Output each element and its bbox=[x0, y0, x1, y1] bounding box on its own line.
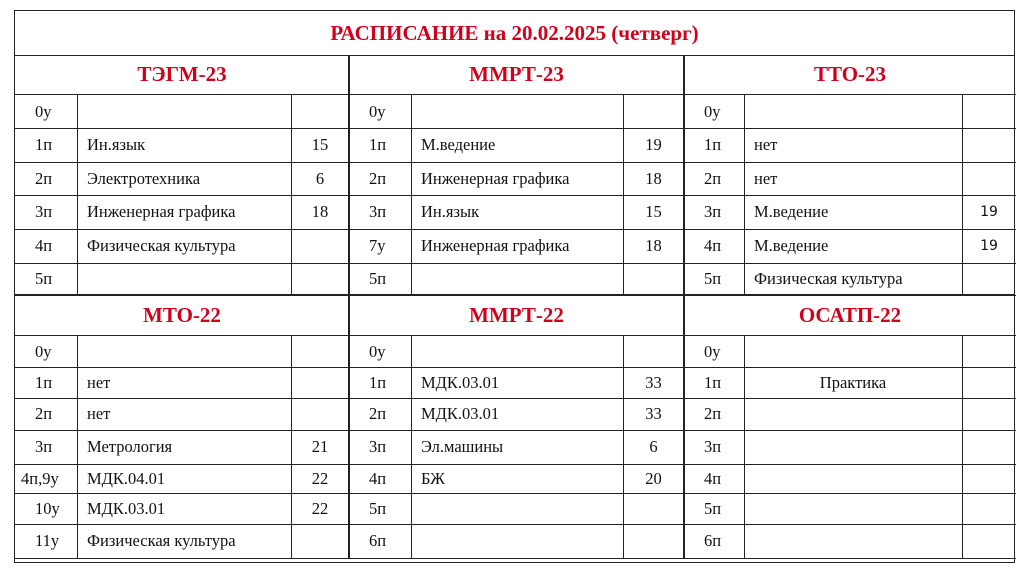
lesson-subject bbox=[411, 493, 623, 524]
lesson-subject: МДК.04.01 bbox=[87, 468, 166, 488]
column-divider bbox=[744, 336, 745, 558]
lesson-subject: нет bbox=[87, 372, 111, 392]
lesson-slot: 4п bbox=[35, 236, 53, 255]
lesson-slot: 1п bbox=[704, 135, 722, 154]
lesson-room bbox=[962, 464, 1016, 493]
lesson-slot: 11у bbox=[35, 531, 60, 550]
lesson-room: 18 bbox=[645, 168, 662, 188]
lesson-room: 19 bbox=[980, 204, 998, 220]
lesson-subject: МДК.03.01 bbox=[87, 498, 166, 518]
lesson-room bbox=[962, 430, 1016, 464]
lesson-slot: 5п bbox=[35, 269, 53, 288]
lesson-room bbox=[291, 524, 349, 558]
lesson-room bbox=[962, 524, 1016, 558]
lesson-room bbox=[962, 95, 1016, 128]
lesson-room: 33 bbox=[645, 404, 662, 423]
lesson-subject: Физическая культура bbox=[87, 531, 236, 550]
lesson-room: 18 bbox=[645, 236, 662, 255]
lesson-subject: нет bbox=[87, 404, 111, 423]
lesson-subject bbox=[744, 464, 962, 493]
lesson-room: 6 bbox=[649, 437, 658, 456]
lesson-subject: Практика bbox=[819, 372, 887, 392]
row-divider bbox=[684, 558, 1016, 559]
column-divider bbox=[962, 336, 963, 558]
lesson-slot: 3п bbox=[35, 437, 53, 456]
group-header: ММРТ-22 bbox=[349, 295, 684, 336]
row-divider bbox=[15, 558, 349, 559]
lesson-subject bbox=[411, 95, 623, 128]
lesson-slot: 7у bbox=[369, 236, 386, 255]
lesson-subject: Электротехника bbox=[87, 168, 201, 188]
lesson-slot: 3п bbox=[35, 202, 53, 221]
lesson-subject: БЖ bbox=[421, 468, 445, 488]
lesson-subject: Инженерная графика bbox=[421, 236, 570, 255]
lesson-room bbox=[623, 524, 684, 558]
lesson-room bbox=[962, 493, 1016, 524]
column-divider bbox=[291, 336, 292, 558]
lesson-slot: 3п bbox=[704, 202, 722, 221]
lesson-slot: 4п bbox=[704, 468, 722, 488]
column-divider bbox=[411, 336, 412, 558]
group-header: ОСАТП-22 bbox=[684, 295, 1016, 336]
lesson-subject bbox=[744, 336, 962, 367]
lesson-room: 20 bbox=[645, 468, 662, 488]
lesson-slot: 5п bbox=[704, 498, 722, 518]
row-divider bbox=[349, 558, 684, 559]
lesson-subject bbox=[744, 524, 962, 558]
lesson-room: 19 bbox=[645, 135, 662, 154]
lesson-slot: 4п bbox=[369, 468, 387, 488]
column-divider bbox=[77, 95, 78, 295]
lesson-slot: 4п bbox=[704, 236, 722, 255]
lesson-subject: Инженерная графика bbox=[421, 168, 570, 188]
lesson-subject: Ин.язык bbox=[87, 135, 146, 154]
lesson-subject: Метрология bbox=[87, 437, 173, 456]
lesson-subject: МДК.03.01 bbox=[421, 404, 500, 423]
lesson-subject bbox=[744, 430, 962, 464]
column-divider bbox=[411, 95, 412, 295]
lesson-slot: 1п bbox=[704, 372, 722, 392]
lesson-subject: Физическая культура bbox=[754, 269, 903, 288]
lesson-room bbox=[291, 336, 349, 367]
lesson-subject: Физическая культура bbox=[87, 236, 236, 255]
lesson-room bbox=[623, 95, 684, 128]
lesson-subject: Ин.язык bbox=[421, 202, 480, 221]
lesson-slot: 1п bbox=[369, 135, 387, 154]
lesson-room: 15 bbox=[645, 202, 662, 221]
lesson-slot: 2п bbox=[369, 404, 387, 423]
schedule-table bbox=[14, 10, 1015, 563]
lesson-slot: 2п bbox=[704, 168, 722, 188]
lesson-subject bbox=[411, 524, 623, 558]
group-header: ТТО-23 bbox=[684, 55, 1016, 95]
lesson-room: 15 bbox=[311, 135, 329, 154]
lesson-subject bbox=[77, 336, 291, 367]
lesson-slot: 1п bbox=[369, 372, 387, 392]
column-divider bbox=[962, 95, 963, 295]
lesson-slot: 3п bbox=[704, 437, 722, 456]
lesson-slot: 6п bbox=[704, 531, 722, 550]
lesson-subject bbox=[744, 493, 962, 524]
group-divider bbox=[683, 295, 685, 558]
group-header: МТО-22 bbox=[15, 295, 349, 336]
lesson-subject: Эл.машины bbox=[421, 437, 504, 456]
schedule-title: РАСПИСАНИЕ на 20.02.2025 (четверг) bbox=[15, 11, 1014, 56]
group-divider bbox=[683, 55, 685, 295]
lesson-subject bbox=[744, 95, 962, 128]
lesson-slot: 0у bbox=[704, 341, 721, 361]
lesson-room: 22 bbox=[311, 468, 329, 488]
lesson-subject bbox=[744, 398, 962, 430]
lesson-room bbox=[962, 128, 1016, 162]
lesson-room bbox=[962, 263, 1016, 295]
lesson-slot: 3п bbox=[369, 202, 387, 221]
lesson-subject: М.ведение bbox=[754, 202, 829, 221]
lesson-slot: 5п bbox=[704, 269, 722, 288]
column-divider bbox=[744, 95, 745, 295]
lesson-room: 18 bbox=[311, 202, 329, 221]
lesson-subject bbox=[77, 95, 291, 128]
lesson-subject: нет bbox=[754, 135, 778, 154]
lesson-subject: М.ведение bbox=[754, 236, 829, 255]
lesson-subject: МДК.03.01 bbox=[421, 372, 500, 392]
lesson-room: 22 bbox=[311, 498, 329, 518]
lesson-slot: 2п bbox=[704, 404, 722, 423]
lesson-room: 6 bbox=[315, 168, 325, 188]
lesson-room bbox=[623, 263, 684, 295]
column-divider bbox=[291, 95, 292, 295]
lesson-room bbox=[291, 95, 349, 128]
lesson-subject: М.ведение bbox=[421, 135, 496, 154]
lesson-subject bbox=[411, 336, 623, 367]
lesson-room bbox=[623, 493, 684, 524]
group-divider bbox=[348, 295, 350, 558]
lesson-room: 21 bbox=[311, 437, 329, 456]
lesson-subject: нет bbox=[754, 168, 778, 188]
lesson-slot: 2п bbox=[369, 168, 387, 188]
lesson-room bbox=[962, 367, 1016, 398]
lesson-slot: 5п bbox=[369, 269, 387, 288]
lesson-slot: 2п bbox=[35, 404, 53, 423]
lesson-room bbox=[623, 336, 684, 367]
lesson-slot: 0у bbox=[35, 101, 52, 121]
lesson-room bbox=[291, 367, 349, 398]
lesson-slot: 1п bbox=[35, 135, 53, 154]
column-divider bbox=[623, 95, 624, 295]
lesson-room: 19 bbox=[980, 238, 998, 254]
column-divider bbox=[77, 336, 78, 558]
lesson-slot: 5п bbox=[369, 498, 387, 518]
group-header: ТЭГМ-23 bbox=[15, 55, 349, 95]
lesson-subject: Инженерная графика bbox=[87, 202, 236, 221]
lesson-slot: 2п bbox=[35, 168, 53, 188]
lesson-slot: 0у bbox=[35, 341, 52, 361]
lesson-room bbox=[291, 398, 349, 430]
column-divider bbox=[623, 336, 624, 558]
lesson-room bbox=[291, 263, 349, 295]
group-header: ММРТ-23 bbox=[349, 55, 684, 95]
lesson-slot: 0у bbox=[369, 341, 386, 361]
lesson-slot: 10у bbox=[35, 498, 60, 518]
lesson-room bbox=[962, 398, 1016, 430]
lesson-room bbox=[962, 162, 1016, 195]
lesson-room bbox=[291, 229, 349, 263]
lesson-slot: 1п bbox=[35, 372, 53, 392]
lesson-subject bbox=[77, 263, 291, 295]
lesson-subject bbox=[411, 263, 623, 295]
lesson-slot: 3п bbox=[369, 437, 387, 456]
lesson-room: 33 bbox=[645, 372, 662, 392]
lesson-slot: 0у bbox=[704, 101, 721, 121]
lesson-slot: 6п bbox=[369, 531, 387, 550]
group-divider bbox=[348, 55, 350, 295]
lesson-slot: 0у bbox=[369, 101, 386, 121]
lesson-room bbox=[962, 336, 1016, 367]
lesson-slot: 4п,9у bbox=[21, 468, 59, 488]
block-divider bbox=[15, 294, 1014, 296]
